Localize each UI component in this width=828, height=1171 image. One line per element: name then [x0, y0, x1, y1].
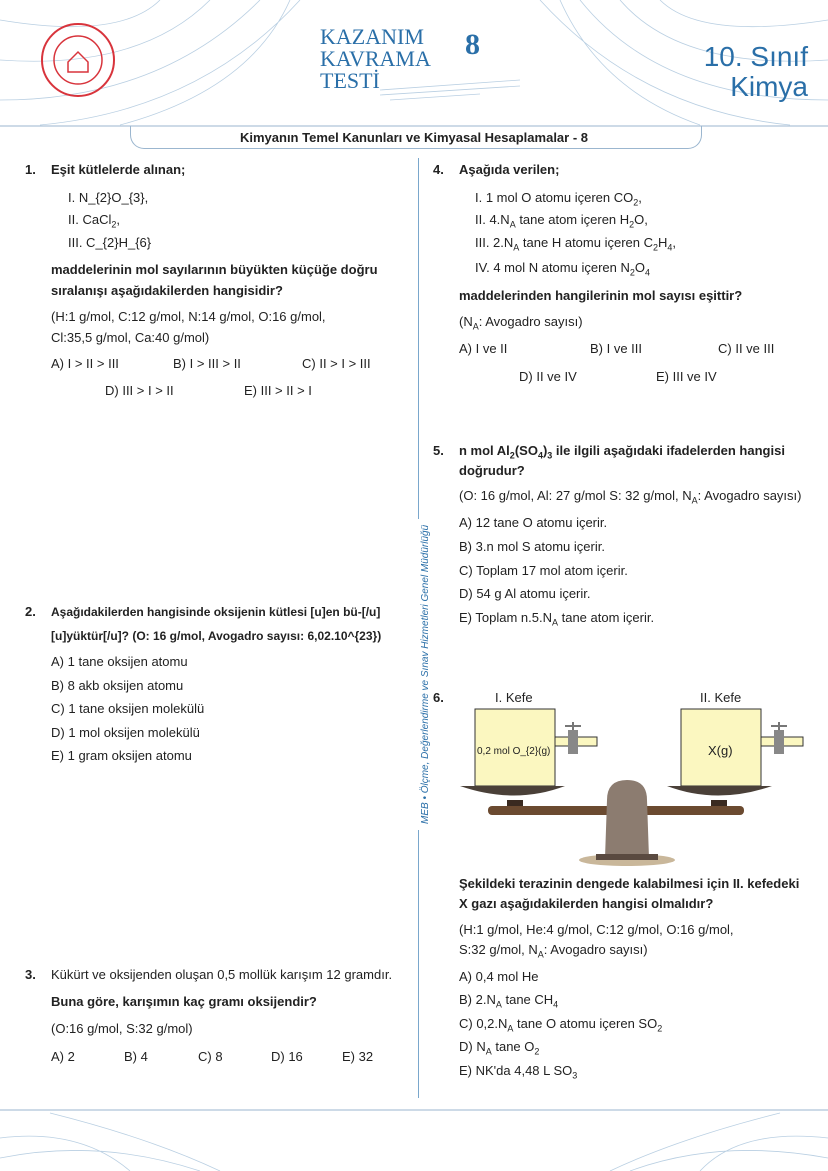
option-d[interactable]: D) $N_A$ tane $O_2$ [459, 1039, 540, 1057]
subject-label: Kimya [730, 71, 808, 102]
question-number: 1. [25, 162, 36, 177]
question-stem: Kükürt ve oksijenden oluşan 0,5 mollük karışım 12 gramdır. [51, 967, 393, 982]
option-e[interactable]: E) III ve IV [656, 369, 717, 384]
item: III. C_{2}H_{6} [68, 235, 152, 250]
question-stem: Eşit kütlelerde alınan; [51, 162, 186, 177]
given-data: ($N_A$: Avogadro sayısı) [459, 314, 583, 332]
logo-line-3: TESTİ [320, 68, 380, 93]
option-a[interactable]: A) I > II > III [51, 356, 119, 371]
option-d[interactable]: D) II ve IV [519, 369, 577, 384]
option-a[interactable]: A) 12 tane O atomu içerir. [459, 515, 608, 530]
option-a[interactable]: A) 1 tane oksijen atomu [51, 654, 188, 669]
right-container-content: X(g) [708, 743, 733, 758]
grade-label: 10. Sınıf [703, 41, 808, 72]
question-number: 4. [433, 162, 444, 177]
valve-icon [774, 730, 784, 754]
question-text: Buna göre, karışımın kaç gramı oksijendir? [51, 994, 317, 1009]
option-b[interactable]: B) 3.n mol S atomu içerir. [459, 539, 605, 554]
item: II. CaCl$_2$, [68, 212, 120, 230]
option-c[interactable]: C) II > I > III [302, 356, 371, 371]
right-pan-label: II. Kefe [700, 690, 742, 705]
left-container-content: 0,2 mol O_{2}(g) [477, 744, 550, 760]
logo-line-1: KAZANIM [320, 24, 424, 49]
ministry-seal-logo [40, 22, 116, 98]
question-stem: Aşağıda verilen; [459, 162, 560, 177]
question-number: 5. [433, 443, 444, 458]
given-data: (H:1 g/mol, C:12 g/mol, N:14 g/mol, O:16 g/mol, [51, 309, 326, 324]
question-text: doğrudur? [459, 463, 525, 478]
question-text: Aşağıdakilerden hangisinde oksijenin kütlesi [u]en bü-[/u] [51, 605, 381, 619]
option-a[interactable]: A) 0,4 mol He [459, 969, 539, 984]
question-number: 6. [433, 690, 444, 705]
item: IV. 4 mol N atomu içeren $N_2O_4$ [475, 260, 651, 278]
test-subtitle: Kimyanın Temel Kanunları ve Kimyasal Hesaplamalar - 8 [239, 130, 589, 145]
option-c[interactable]: C) II ve III [718, 341, 775, 356]
option-c[interactable]: C) 1 tane oksijen molekülü [51, 701, 205, 716]
item: II. $4.N_A$ tane atom içeren $H_2O$, [475, 212, 648, 230]
option-e[interactable]: E) NK'da 4,48 L $SO_3$ [459, 1063, 578, 1081]
option-d[interactable]: D) III > I > II [105, 383, 174, 398]
given-data: (O:16 g/mol, S:32 g/mol) [51, 1021, 193, 1036]
option-e[interactable]: E) 32 [342, 1049, 374, 1064]
left-pan-label: I. Kefe [495, 690, 533, 705]
balance-scale-figure [455, 700, 815, 870]
question-text: Şekildeki terazinin dengede kalabilmesi için II. kefedeki [459, 876, 800, 891]
question-text: [u]yüktür[/u]? (O: 16 g/mol, Avogadro sayısı: 6,02.10^{23}) [51, 629, 382, 643]
option-d[interactable]: D) 1 mol oksijen molekülü [51, 725, 200, 740]
option-e[interactable]: E) 1 gram oksijen atomu [51, 748, 192, 763]
side-text: MEB • Ölçme, Değerlendirme ve Sınav Hizmetleri Genel Müdürlüğü [418, 519, 434, 830]
valve-icon [568, 730, 578, 754]
test-number: 8 [465, 28, 480, 61]
question-text: n mol $Al_2(SO_4)_3$ ile ilgili aşağıdaki ifadelerden hangisi [459, 443, 785, 461]
option-c[interactable]: C) Toplam 17 mol atom içerir. [459, 563, 628, 578]
question-number: 3. [25, 967, 36, 982]
question-text: maddelerinin mol sayılarının büyükten küçüğe doğru [51, 262, 378, 277]
option-d[interactable]: D) 16 [271, 1049, 303, 1064]
given-data: (H:1 g/mol, He:4 g/mol, C:12 g/mol, O:16 g/mol, [459, 922, 734, 937]
option-b[interactable]: B) I > III > II [173, 356, 241, 371]
test-logo [320, 26, 431, 92]
item: I. 1 mol O atomu içeren $CO_2$, [475, 190, 642, 208]
option-a[interactable]: A) 2 [51, 1049, 75, 1064]
option-c[interactable]: C) $0,2.N_A$ tane O atomu içeren $SO_2$ [459, 1016, 663, 1034]
option-b[interactable]: B) $2.N_A$ tane $CH_4$ [459, 992, 559, 1010]
given-data: (O: 16 g/mol, Al: 27 g/mol S: 32 g/mol, $N_A$: Avogadro sayısı) [459, 488, 802, 506]
given-data: Cl:35,5 g/mol, Ca:40 g/mol) [51, 330, 210, 345]
option-d[interactable]: D) 54 g Al atomu içerir. [459, 586, 591, 601]
question-text: X gazı aşağıdakilerden hangisi olmalıdır? [459, 896, 714, 911]
option-b[interactable]: B) 8 akb oksijen atomu [51, 678, 184, 693]
option-a[interactable]: A) I ve II [459, 341, 508, 356]
question-text: sıralanışı aşağıdakilerden hangisidir? [51, 283, 283, 298]
question-number: 2. [25, 604, 36, 619]
given-data: S:32 g/mol, $N_A$: Avogadro sayısı) [459, 942, 648, 960]
option-e[interactable]: E) Toplam $n.5.N_A$ tane atom içerir. [459, 610, 655, 628]
option-c[interactable]: C) 8 [198, 1049, 223, 1064]
option-b[interactable]: B) I ve III [590, 341, 643, 356]
footer-decoration [0, 1108, 828, 1171]
option-b[interactable]: B) 4 [124, 1049, 148, 1064]
option-e[interactable]: E) III > II > I [244, 383, 312, 398]
question-text: maddelerinden hangilerinin mol sayısı eşittir? [459, 288, 743, 303]
item: III. $2.N_A$ tane H atomu içeren $C_2H_4$, [475, 235, 677, 253]
item: I. N_{2}O_{3}, [68, 190, 149, 205]
logo-line-2: KAVRAMA [320, 46, 431, 71]
grade-subject [704, 42, 808, 102]
